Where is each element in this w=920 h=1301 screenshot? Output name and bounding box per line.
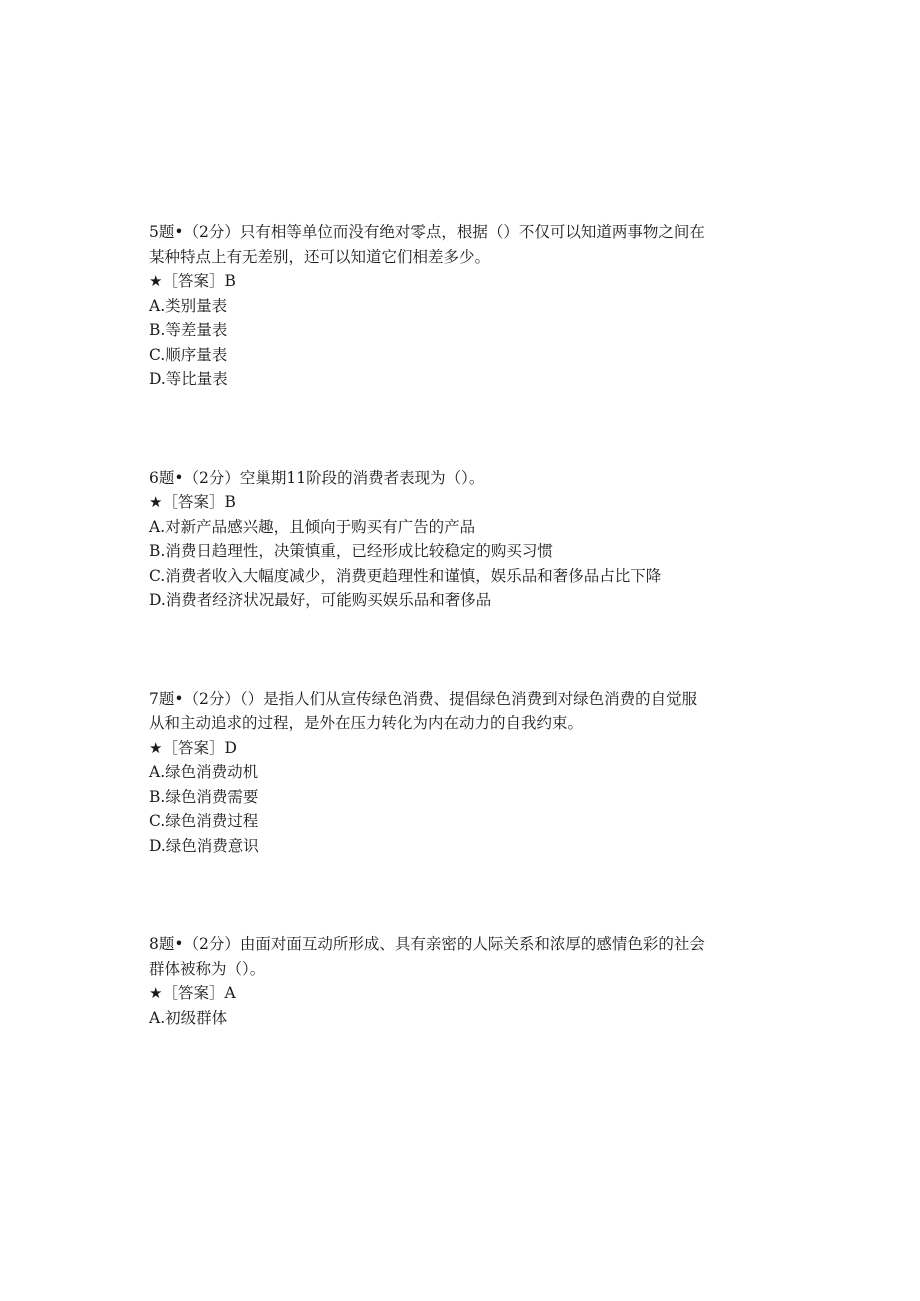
question-6 (149, 466, 709, 613)
answer-label: ［答案］D (162, 738, 237, 757)
star-icon: ★ (149, 738, 163, 757)
question-stem: 7题•（2分）（）是指人们从宣传绿色消费、提倡绿色消费到对绿色消费的自觉服从和主动追求的过程，是外在压力转化为内在动力的自我约束。 (149, 689, 698, 732)
option-c: C.消费者收入大幅度减少，消费更趋理性和谨慎，娱乐品和奢侈品占比下降 (149, 566, 662, 585)
option-a: A.初级群体 (149, 1008, 228, 1027)
option-a: A.绿色消费动机 (149, 763, 259, 781)
document-page (149, 220, 709, 1030)
question-7 (149, 687, 709, 859)
option-b: B.消费日趋理性，决策慎重，已经形成比较稳定的购买习惯 (149, 542, 553, 560)
option-b: B.绿色消费需要 (149, 787, 259, 806)
question-stem: 6题•（2分）空巢期11阶段的消费者表现为（）。 (149, 468, 485, 487)
option-a: A.类别量表 (149, 296, 228, 315)
star-icon: ★ (149, 493, 163, 511)
question-stem: 8题•（2分）由面对面互动所形成、具有亲密的人际关系和浓厚的感情色彩的社会群体被称为（）。 (149, 935, 705, 978)
option-d: D.绿色消费意识 (149, 836, 259, 855)
question-8 (149, 932, 709, 1030)
answer-label: ［答案］B (162, 493, 236, 511)
option-b: B.等差量表 (149, 321, 228, 339)
spacer (149, 613, 709, 687)
option-a: A.对新产品感兴趣，且倾向于购买有广告的产品 (149, 517, 476, 536)
option-d: D.等比量表 (149, 370, 228, 388)
option-c: C.顺序量表 (149, 345, 228, 364)
answer-line (149, 981, 709, 1006)
question-stem: 5题•（2分）只有相等单位而没有绝对零点，根据（）不仅可以知道两事物之间在某种特点上有无差别，还可以知道它们相差多少。 (149, 223, 705, 266)
option-d: D.消费者经济状况最好，可能购买娱乐品和奢侈品 (149, 591, 492, 609)
answer-label: ［答案］A (162, 984, 236, 1002)
answer-line (149, 269, 709, 294)
answer-line (149, 490, 709, 515)
spacer (149, 858, 709, 932)
answer-label: ［答案］B (162, 272, 236, 290)
star-icon: ★ (149, 272, 163, 290)
option-c: C.绿色消费过程 (149, 812, 259, 830)
star-icon: ★ (149, 984, 163, 1002)
spacer (149, 392, 709, 466)
answer-line (149, 736, 709, 761)
question-5 (149, 220, 709, 392)
